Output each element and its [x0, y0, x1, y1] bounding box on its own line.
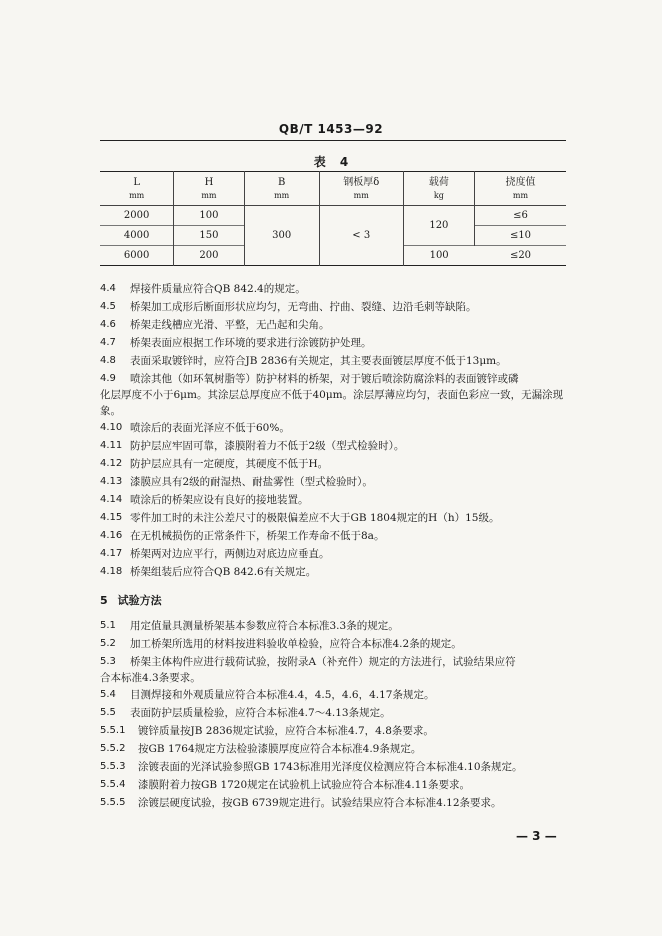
cell-deflection: ≤20: [475, 246, 567, 266]
header-h: H mm: [174, 172, 244, 206]
clause: [100, 280, 570, 298]
header-load: 载荷 kg: [403, 172, 474, 206]
header-l: L mm: [100, 172, 174, 206]
table-caption: 表 4: [313, 155, 349, 169]
clause-text: 桥架加工成形后断面形状应均匀，无弯曲、拧曲、裂缝、边沿毛刺等缺陷。: [130, 301, 477, 313]
clause: [100, 545, 570, 563]
cell-b: 300: [244, 206, 319, 266]
clause: [100, 776, 570, 794]
section-title: [100, 591, 570, 611]
clause-text: 桥架两对边应平行，两侧边对底边应垂直。: [130, 548, 330, 560]
clause-number: 4.13: [100, 476, 123, 487]
spec-table: [100, 171, 566, 266]
clause-number: 5.5.5: [100, 797, 126, 808]
cell-load: 120: [403, 206, 474, 246]
clause-number: 4.17: [100, 548, 123, 559]
clause-number: 5.5: [100, 707, 116, 718]
clause-text: 喷涂其他（如环氧树脂等）防护材料的桥架，对于镀后喷涂防腐涂料的表面镀锌或磷: [130, 373, 519, 385]
clause: [100, 794, 570, 812]
clause-text: 目测焊接和外观质量应符合本标准4.4，4.5，4.6，4.17条规定。: [130, 689, 435, 701]
clause: [100, 686, 570, 704]
clause-text: 桥架走线槽应光滑、平整，无凸起和尖角。: [130, 319, 330, 331]
clause: [100, 334, 570, 352]
clause-text: 涂镀表面的光泽试验参照GB 1743标准用光泽度仪检测应符合本标准4.10条规定。: [138, 761, 523, 773]
clause: [100, 758, 570, 776]
clause-text: 桥架组装后应符合QB 842.6有关规定。: [130, 566, 317, 578]
clause-text: 焊接件质量应符合QB 842.4的规定。: [130, 283, 306, 295]
clause-number: 4.12: [100, 458, 123, 469]
clause: [100, 509, 570, 527]
clause-number: 4.4: [100, 283, 116, 294]
clause-number: 4.18: [100, 566, 123, 577]
clause-text: 喷涂后的表面光泽应不低于60%。: [130, 422, 290, 434]
clause: [100, 740, 570, 758]
cell-h: 100: [174, 206, 244, 226]
clause-continuation: 合本标准4.3条要求。: [100, 672, 201, 684]
clause-number: 5.5.1: [100, 725, 126, 736]
page-header: QB/T 1453—92: [278, 122, 384, 136]
table-header-row: [100, 172, 566, 206]
clause-text: 镀锌质量按JB 2836规定试验，应符合本标准4.7，4.8条要求。: [138, 725, 434, 737]
clause-number: 4.10: [100, 422, 123, 433]
clause-number: 4.8: [100, 355, 116, 366]
clause-number: 4.15: [100, 512, 123, 523]
clause: [100, 653, 570, 671]
clause-number: 4.6: [100, 319, 116, 330]
clause: [100, 298, 570, 316]
clause-text: 漆膜附着力按GB 1720规定在试验机上试验应符合本标准4.11条要求。: [138, 779, 471, 791]
clause-text: 在无机械损伤的正常条件下，桥架工作寿命不低于8a。: [130, 530, 385, 542]
clause: [100, 370, 570, 388]
clause-number: 5.1: [100, 620, 116, 631]
clause: [100, 617, 570, 635]
cell-deflection: ≤10: [475, 226, 567, 246]
clause-number: 4.9: [100, 373, 116, 384]
clause-text: 桥架主体构件应进行载荷试验，按附录A（补充件）规定的方法进行，试验结果应符: [130, 656, 516, 668]
clause-number: 5.5.3: [100, 761, 126, 772]
cell-l: 6000: [100, 246, 174, 266]
header-rule: [100, 140, 566, 141]
clause-number: 4.11: [100, 440, 123, 451]
clause-number: 4.5: [100, 301, 116, 312]
clause-number: 4.16: [100, 530, 123, 541]
clause-text: 加工桥架所选用的材料按进料验收单检验，应符合本标准4.2条的规定。: [130, 638, 462, 650]
clause: [100, 316, 570, 334]
section-number: 5: [100, 594, 108, 607]
clause-number: 5.5.2: [100, 743, 126, 754]
page-number: — 3 —: [516, 829, 557, 843]
cell-h: 200: [174, 246, 244, 266]
clause-text: 涂镀层硬度试验，按GB 6739规定进行。试验结果应符合本标准4.12条要求。: [138, 797, 502, 809]
clause-text: 防护层应具有一定硬度，其硬度不低于H。: [130, 458, 329, 470]
cell-l: 4000: [100, 226, 174, 246]
clause: [100, 437, 570, 455]
clause: [100, 419, 570, 437]
clause-number: 4.7: [100, 337, 116, 348]
cell-deflection: ≤6: [475, 206, 567, 226]
clause: [100, 473, 570, 491]
clause-text: 表面防护层质量检验，应符合本标准4.7～4.13条规定。: [130, 707, 391, 719]
clause-number: 5.2: [100, 638, 116, 649]
cell-load: 100: [403, 246, 474, 266]
clauses-body: [100, 280, 570, 812]
clause: [100, 527, 570, 545]
clause-text: 按GB 1764规定方法检验漆膜厚度应符合本标准4.9条规定。: [138, 743, 422, 755]
clause-continuation: 化层厚度不小于6μm。其涂层总厚度应不低于40μm。涂层厚薄应均匀，表面色彩应一致，无漏涂现象。: [100, 389, 564, 417]
clause: [100, 722, 570, 740]
clause: [100, 704, 570, 722]
cell-h: 150: [174, 226, 244, 246]
clause-text: 桥架表面应根据工作环境的要求进行涂镀防护处理。: [130, 337, 372, 349]
clause-text: 漆膜应具有2级的耐湿热、耐盐雾性（型式检验时）。: [130, 476, 373, 488]
section-title-text: 试验方法: [117, 594, 162, 607]
header-b: B mm: [244, 172, 319, 206]
clause-text: 零件加工时的未注公差尺寸的极限偏差应不大于GB 1804规定的H（h）15级。: [130, 512, 500, 524]
clause: [100, 563, 570, 581]
clause: [100, 455, 570, 473]
clause: [100, 491, 570, 509]
header-deflection: 挠度值 mm: [475, 172, 567, 206]
clause-number: 4.14: [100, 494, 123, 505]
clause-number: 5.3: [100, 656, 116, 667]
header-thickness: 钢板厚δ mm: [319, 172, 403, 206]
clause: [100, 352, 570, 370]
clause: [100, 635, 570, 653]
clause-number: 5.4: [100, 689, 116, 700]
clause-text: 表面采取镀锌时，应符合JB 2836有关规定，其主要表面镀层厚度不低于13μm。: [130, 355, 507, 367]
clause-text: 防护层应牢固可靠，漆膜附着力不低于2级（型式检验时）。: [130, 440, 405, 452]
cell-l: 2000: [100, 206, 174, 226]
cell-thickness: < 3: [319, 206, 403, 266]
clause-number: 5.5.4: [100, 779, 126, 790]
clause-text: 用定值量具测量桥架基本参数应符合本标准3.3条的规定。: [130, 620, 399, 632]
table-row: [100, 206, 566, 226]
clause-text: 喷涂后的桥架应设有良好的接地装置。: [130, 494, 309, 506]
